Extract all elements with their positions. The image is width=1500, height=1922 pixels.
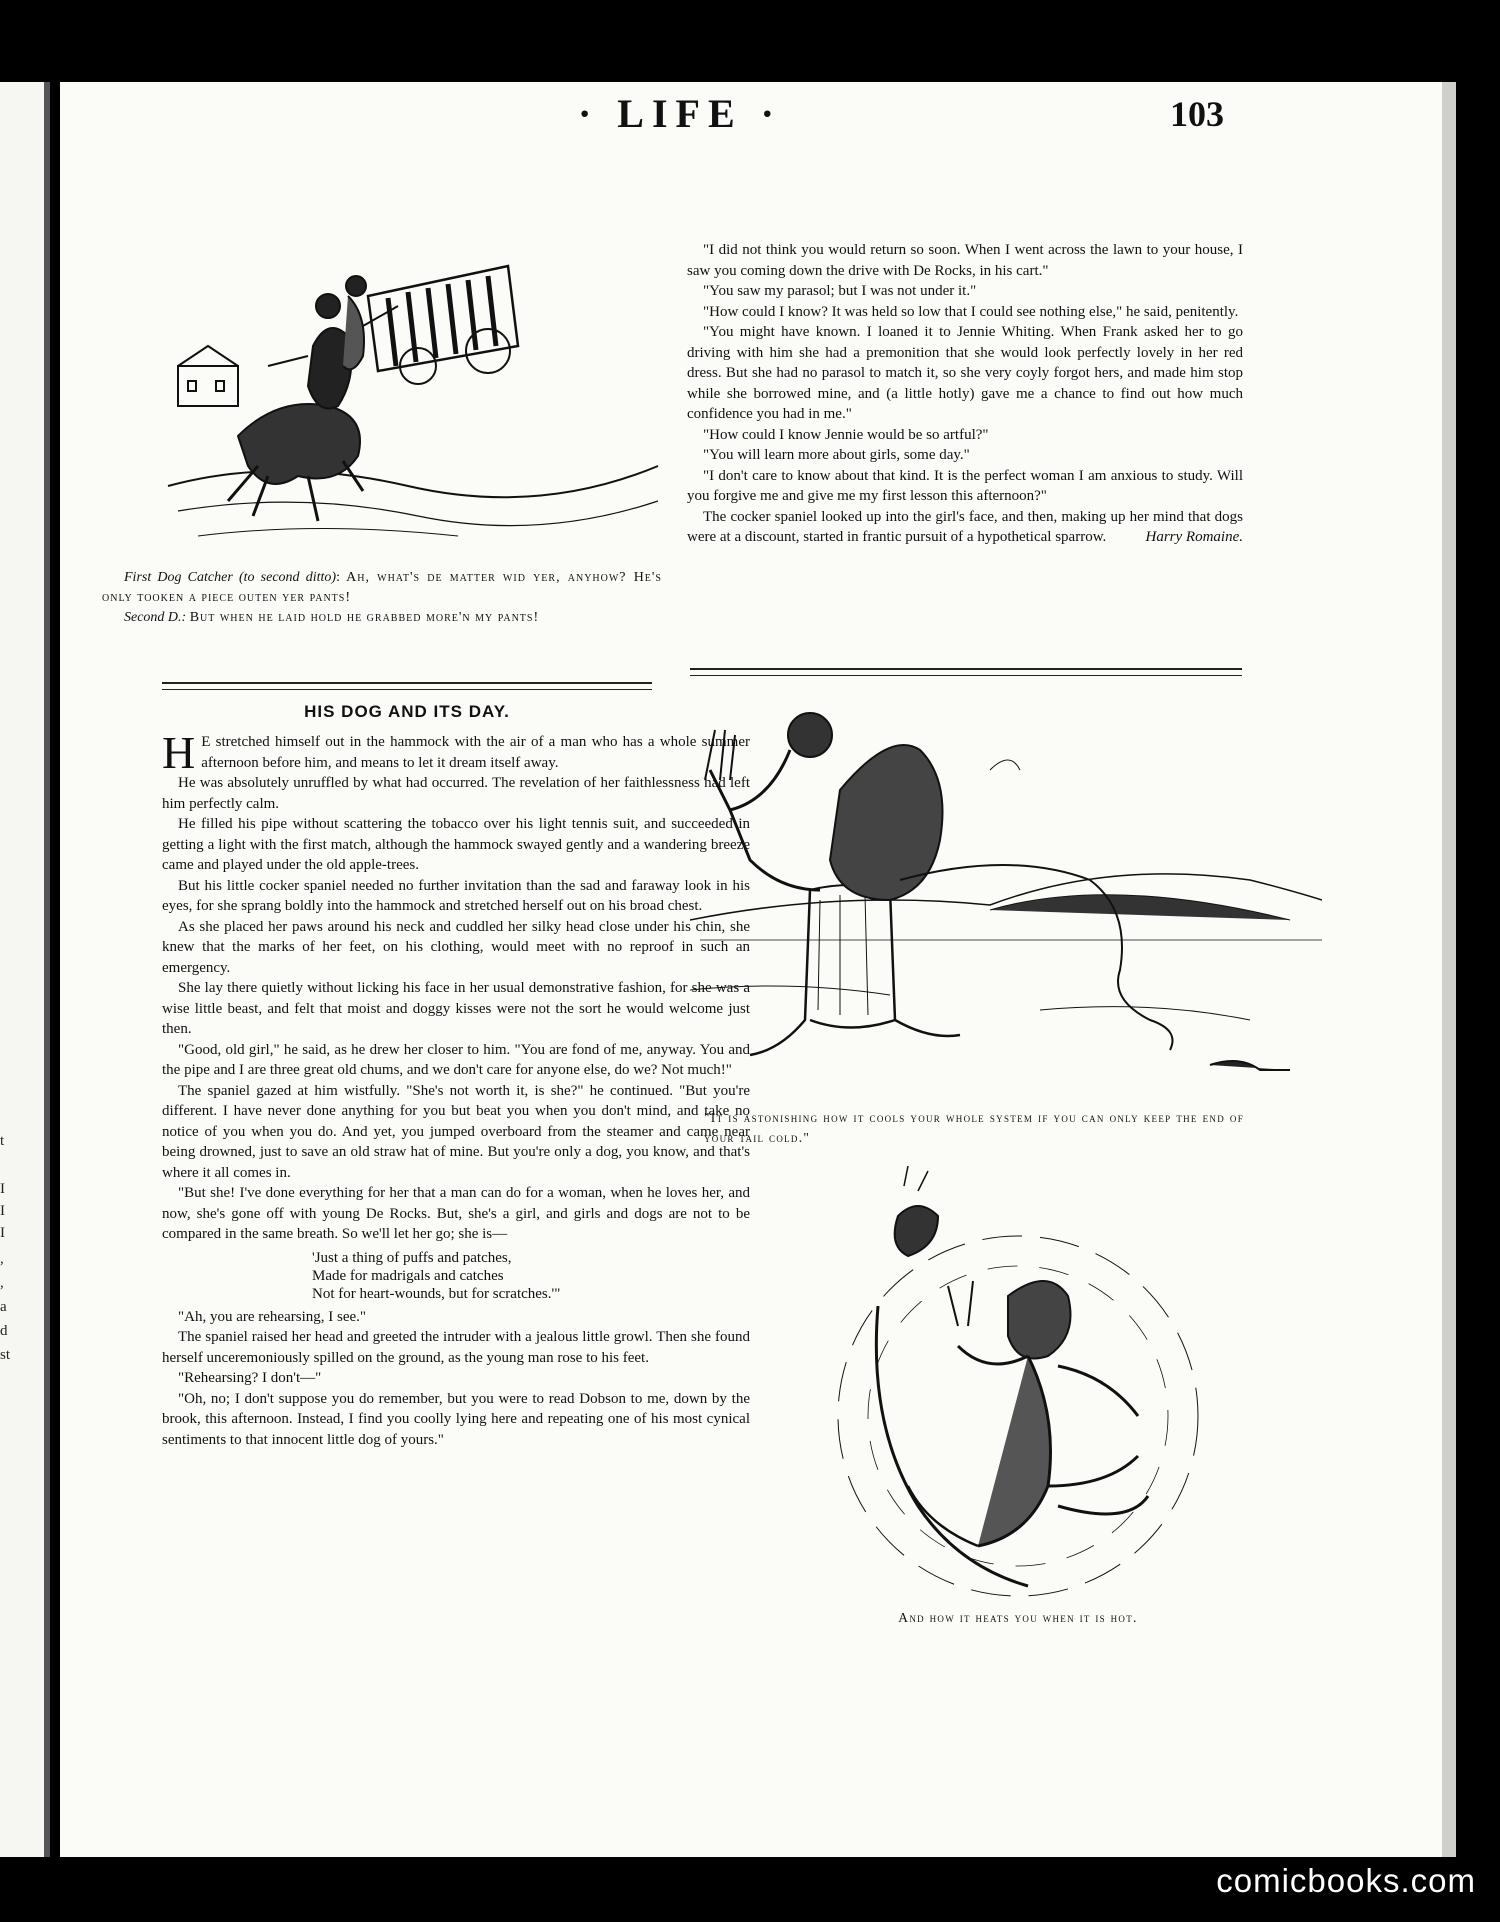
article-title: HIS DOG AND ITS DAY. (304, 702, 510, 721)
paragraph: He was absolutely unruffled by what had occurred. The revelation of her faithlessness had left him perfectly calm. (162, 775, 750, 812)
dog-catcher-cartoon (158, 236, 666, 546)
article-body-left (162, 727, 750, 1450)
monkey-stump-illustration (690, 690, 1322, 1102)
margin-fragment: I (0, 1181, 5, 1197)
facing-page-strip (0, 82, 50, 1857)
margin-fragment: , (0, 1275, 4, 1291)
monkey-stump-drawing (690, 690, 1322, 1102)
article-body-right (687, 240, 1243, 548)
paragraph: "You might have known. I loaned it to Jennie Whiting. When Frank asked her to go driving with him she had a premonition that she would look perfectly lovely in her red dress. But she had no parasol to match it, so she very coyly forgot hers, and made him stop while she borrowed mine, and (a little hotly) gave me a chance to find out how much confidence you had in me." (687, 324, 1243, 422)
paragraph: "Ah, you are rehearsing, I see." (178, 1308, 367, 1325)
section-rule-left (162, 682, 652, 690)
paragraph: The spaniel gazed at him wistfully. "She's not worth it, is she?" he continued. "But you're different. I have never done anything for you but beat you when you don't mind, and take no notice of you when you do. And yet, you jumped overboard from the steamer and came near being drowned, just to save an old straw hat of mine. But you're only a dog, you know, and that's where it all comes in. (162, 1082, 750, 1181)
page-number: 103 (1170, 94, 1224, 134)
paragraph: "I don't care to know about that kind. It is the perfect woman I am anxious to study. Will you forgive me and give me my first lesson this afternoon?" (687, 467, 1243, 504)
speaker-one: First Dog Catcher (124, 570, 233, 585)
site-watermark: comicbooks.com (1216, 1862, 1476, 1899)
monkey-caption-one: "It is astonishing how it cools your whole system if you can only keep the end of your tail cold." (704, 1110, 1244, 1145)
dog-catcher-caption: First Dog Catcher (to second ditto): Ah, what's de matter wid yer, anyhow? He's only tooken a piece outen yer pants! Second D.: But when he laid hold he grabbed more'n my pants! (102, 570, 662, 625)
paragraph: "You saw my parasol; but I was not under it." (703, 283, 977, 299)
margin-fragment: a (0, 1299, 7, 1315)
margin-fragment: t (0, 1133, 5, 1149)
paragraph: "I did not think you would return so soon. When I went across the lawn to your house, I saw you coming down the drive with De Rocks, in his cart." (687, 242, 1243, 279)
spinning-monkey-drawing (808, 1166, 1220, 1606)
paragraph: "How could I know Jennie would be so artful?" (703, 426, 989, 443)
margin-fragment: , (0, 1251, 4, 1267)
speaker-two: Second D.: (124, 610, 187, 625)
verse-line: 'Just a thing of puffs and patches, (312, 1249, 512, 1266)
paragraph: "But she! I've done everything for her that a man can do for a woman, when he loves her, and now, she's gone off with young De Rocks. But, she's a girl, and girls and dogs are not to be compared in the same breath. So we'll let her go; she is— (162, 1185, 750, 1242)
article-first-paragraph (162, 727, 750, 778)
book-spine (44, 82, 50, 1857)
section-rule-right (690, 668, 1242, 676)
speaker-one-line: Ah, what's de matter wid yer, anyhow? He's only tooken a piece outen yer pants! (102, 570, 662, 605)
paragraph: "Oh, no; I don't suppose you do remember, but you were to read Dobson to me, down by the brook, this afternoon. Instead, I find you coolly lying here and repeating one of his most cynical sentiments to that innocent little dog of yours." (162, 1390, 750, 1448)
paragraph: "Good, old girl," he said, as he drew her closer to him. "You are fond of me, anyway. You and the pipe and I are three great old chums, and we don't care for anyone else, do we? Not much!" (162, 1041, 750, 1078)
speaker-one-note: (to second ditto) (238, 570, 337, 585)
last-paragraph (687, 507, 1243, 548)
margin-fragment: I (0, 1225, 5, 1241)
verse-line: Not for heart-wounds, but for scratches.'" (312, 1285, 561, 1302)
paragraph: "You will learn more about girls, some day." (703, 447, 970, 463)
paragraph: But his little cocker spaniel needed no further invitation than the sad and faraway look in his eyes, for she sprang boldly into the hammock and stretched herself out on his broad chest. (162, 877, 750, 914)
dog-catcher-drawing (158, 236, 666, 546)
masthead: · LIFE · (577, 91, 783, 136)
drop-cap: H (162, 727, 196, 778)
paragraph: He filled his pipe without scattering the tobacco over his light tennis suit, and succeeded in getting a light with the first match, although the hammock swayed gently and a wandering breeze came and played under the old apple-trees. (162, 816, 750, 873)
margin-fragment: st (0, 1347, 11, 1363)
paragraph: The spaniel raised her head and greeted the intruder with a jealous little growl. Then she found herself unceremoniously spilled on the ground, as the young man rose to his feet. (162, 1329, 750, 1366)
paragraph: "Rehearsing? I don't—" (178, 1370, 322, 1386)
paragraph: She lay there quietly without licking his face in her usual demonstrative fashion, for she was a wise little beast, and felt that moist and doggy kisses were not the sort he would welcome just then. (162, 980, 750, 1037)
verse-quote (312, 1249, 750, 1303)
page-edge (1442, 82, 1456, 1857)
first-paragraph-text: E stretched himself out in the hammock with the air of a man who has a whole summer afternoon before him, and means to let it dream itself away. (201, 734, 750, 771)
spinning-monkey-illustration (808, 1166, 1220, 1606)
paragraph: As she placed her paws around his neck and cuddled her silky head close under his chin, she knew that the marks of her feet, on his clothing, would meet with no reproof in such an emergency. (162, 918, 750, 976)
monkey-caption-two: And how it heats you when it is hot. (898, 1610, 1138, 1625)
margin-fragment: d (0, 1323, 8, 1339)
margin-fragment: I (0, 1203, 5, 1219)
last-paragraph-text: The cocker spaniel looked up into the girl's face, and then, making up her mind that dogs were at a discount, started in frantic pursuit of a hypothetical sparrow. (687, 508, 1243, 545)
verse-line: Made for madrigals and catches (312, 1267, 504, 1284)
author-signature: Harry Romaine. (1145, 529, 1243, 545)
paragraph: "How could I know? It was held so low that I could see nothing else," he said, penitently. (703, 303, 1239, 320)
speaker-two-line: But when he laid hold he grabbed more'n my pants! (189, 610, 540, 625)
